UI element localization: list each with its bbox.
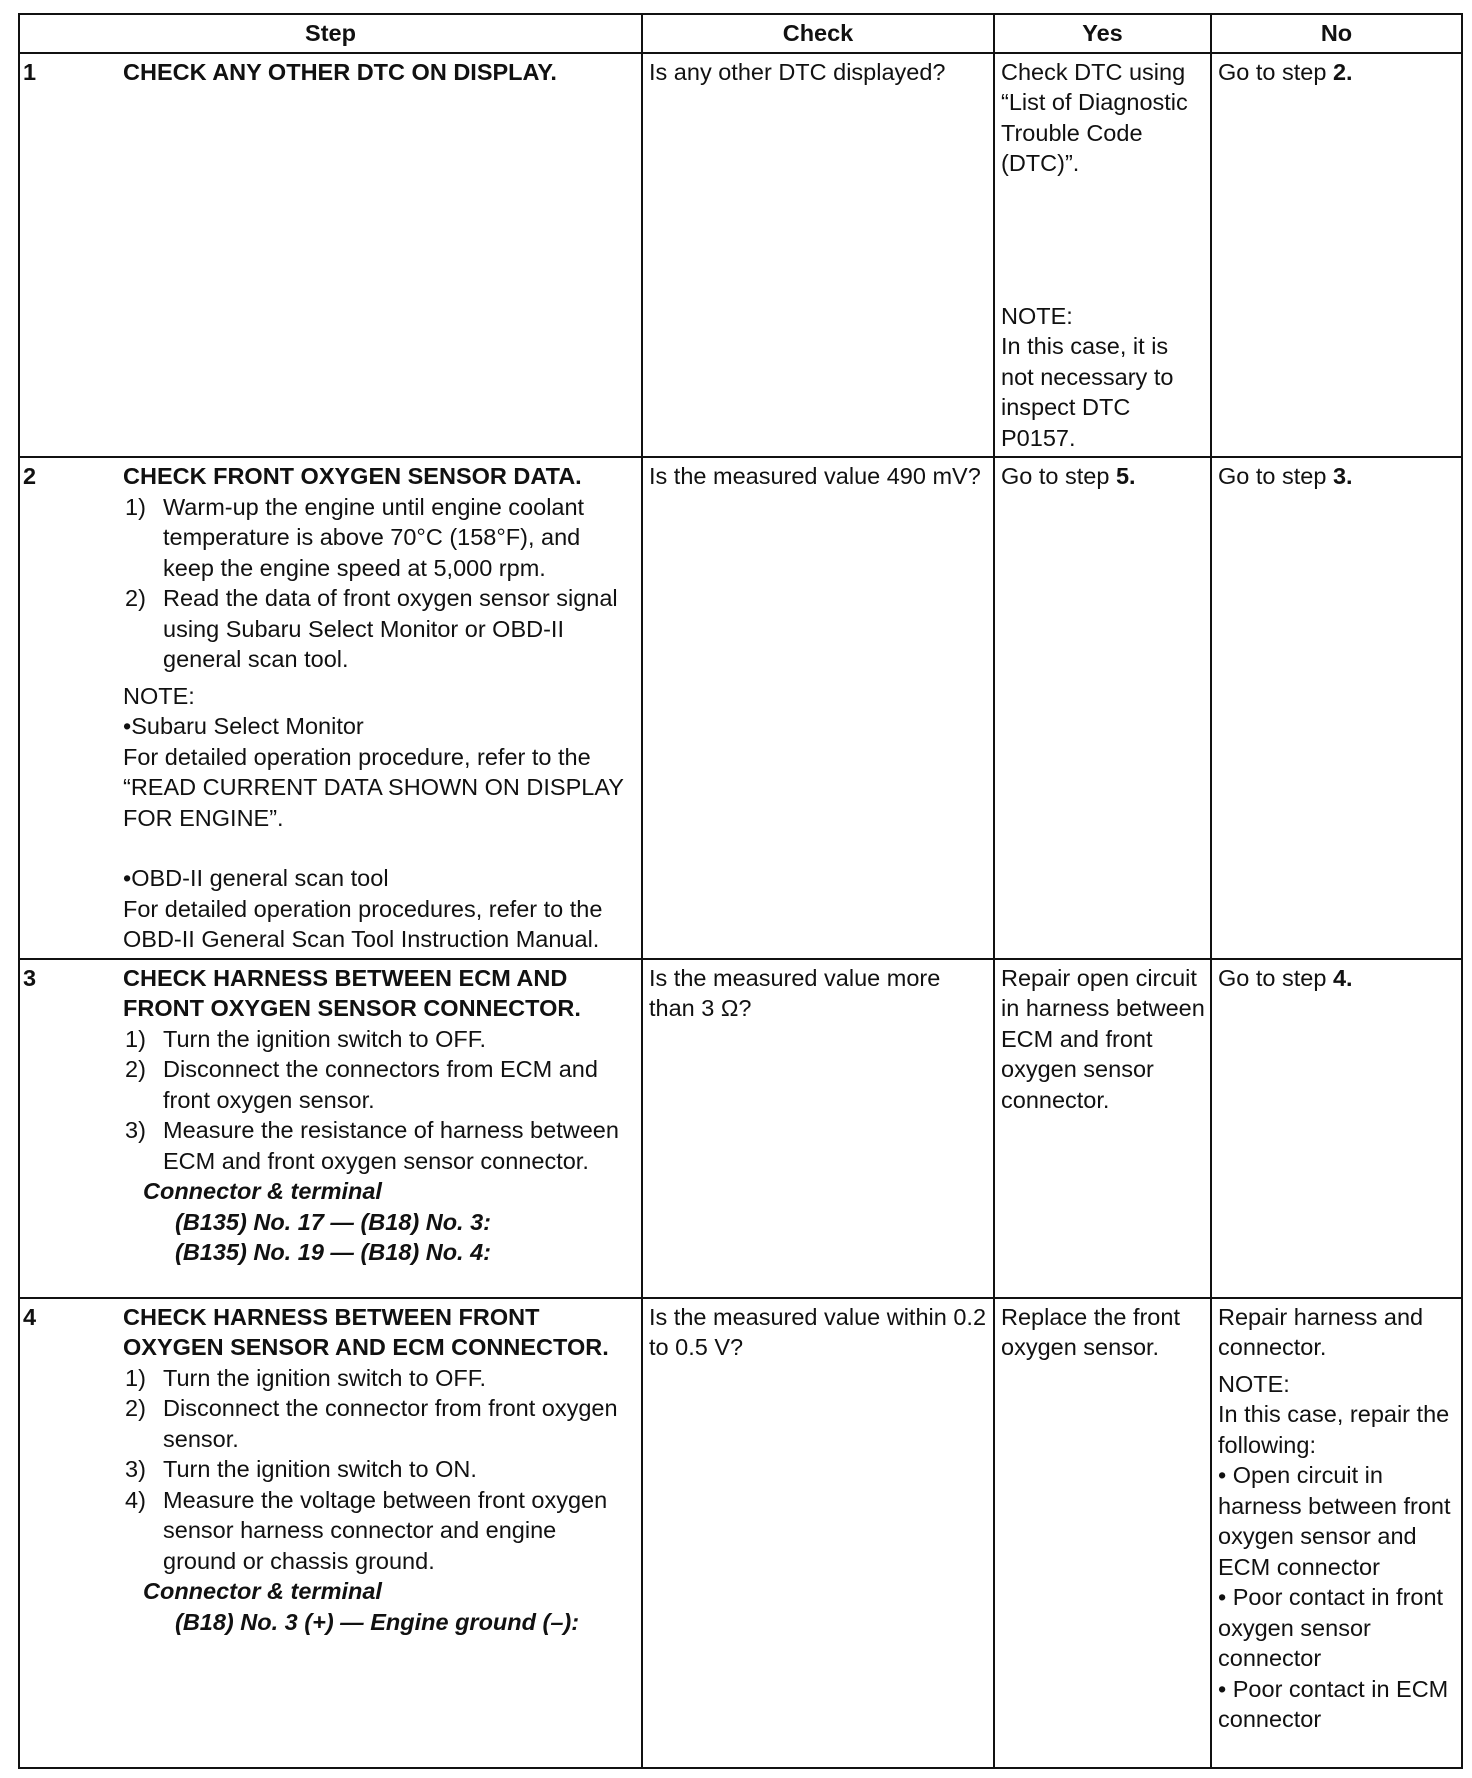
procedure-item-number: 3) <box>125 1117 146 1143</box>
procedure-item <box>123 1393 635 1454</box>
note-item-title: •OBD-II general scan tool <box>123 865 389 891</box>
procedure-item-text: Warm-up the engine until engine coolant temperature is above 70°C (158°F), and keep the engine speed at 5,000 rpm. <box>163 493 585 581</box>
procedure-item <box>123 1054 635 1115</box>
no-cell <box>1211 457 1462 959</box>
yes-cell: Replace the front oxygen sensor. <box>994 1298 1211 1768</box>
yes-text: Check DTC using “List of Diagnostic Trouble Code (DTC)”. <box>1001 58 1188 176</box>
note-label: NOTE: <box>123 682 195 709</box>
procedure-item <box>123 492 635 584</box>
check-cell: Is the measured value 490 mV? <box>642 457 994 959</box>
procedure-item-text: Turn the ignition switch to OFF. <box>163 1364 487 1391</box>
check-cell: Is the measured value more than 3 Ω? <box>642 959 994 1298</box>
note-text: In this case, it is not necessary to inspect DTC P0157. <box>1001 333 1174 451</box>
go-to-step-number: 5. <box>1115 463 1136 489</box>
table-row <box>19 457 1462 959</box>
connector-terminal-spec: (B135) No. 19 — (B18) No. 4: <box>175 1239 492 1265</box>
step-title: CHECK HARNESS BETWEEN ECM AND FRONT OXYGEN SENSOR CONNECTOR. <box>123 964 581 1021</box>
connector-terminal-label: Connector & terminal <box>143 1178 382 1204</box>
note-item-text: For detailed operation procedures, refer to the OBD-II General Scan Tool Instruction Manual. <box>123 895 603 952</box>
connector-terminal-label: Connector & terminal <box>143 1578 382 1604</box>
header-check: Check <box>642 14 994 53</box>
procedure-item-number: 2) <box>125 1395 146 1421</box>
table-row <box>19 1298 1462 1768</box>
step-number: 4 <box>19 1298 123 1768</box>
procedure-item-text: Turn the ignition switch to ON. <box>163 1456 477 1482</box>
note-label: NOTE: <box>1218 1370 1290 1397</box>
procedure-item-text: Measure the voltage between front oxygen sensor harness connector and engine ground or chassis ground. <box>163 1486 608 1574</box>
note-text: In this case, repair the following: <box>1218 1401 1450 1458</box>
go-to-text: Go to step <box>1218 463 1327 489</box>
procedure-item <box>123 583 635 675</box>
table-row <box>19 53 1462 458</box>
connector-terminal-spec: (B135) No. 17 — (B18) No. 3: <box>175 1208 492 1235</box>
procedure-item <box>123 1024 635 1055</box>
connector-terminal-spec: (B18) No. 3 (+) — Engine ground (–): <box>175 1608 580 1635</box>
step-cell <box>123 1298 642 1768</box>
step-title: CHECK FRONT OXYGEN SENSOR DATA. <box>123 463 582 489</box>
step-number: 1 <box>19 53 123 458</box>
note-bullet: • Poor contact in front oxygen sensor connector <box>1218 1584 1444 1671</box>
go-to-text: Go to step <box>1001 463 1110 489</box>
no-text: Repair harness and connector. <box>1218 1303 1424 1360</box>
header-step: Step <box>19 14 642 53</box>
diagnostic-table <box>18 13 1463 1769</box>
yes-cell <box>994 53 1211 458</box>
procedure-item <box>123 1485 635 1577</box>
procedure-item-number: 4) <box>125 1486 146 1513</box>
note-item-title: •Subaru Select Monitor <box>123 713 364 739</box>
go-to-step-number: 3. <box>1332 463 1353 489</box>
procedure-item-number: 2) <box>125 585 146 611</box>
procedure-item-text: Disconnect the connector from front oxygen sensor. <box>163 1395 618 1452</box>
no-cell <box>1211 1298 1462 1768</box>
go-to-text: Go to step <box>1218 964 1327 991</box>
procedure-item-number: 1) <box>125 493 146 520</box>
check-cell: Is any other DTC displayed? <box>642 53 994 458</box>
procedure-item-text: Read the data of front oxygen sensor signal using Subaru Select Monitor or OBD-II general scan tool. <box>163 585 618 672</box>
header-yes: Yes <box>994 14 1211 53</box>
step-cell <box>123 53 642 458</box>
note-bullet: • Poor contact in ECM connector <box>1218 1675 1449 1732</box>
step-cell <box>123 959 642 1298</box>
yes-cell <box>994 457 1211 959</box>
diagnostic-procedure-page <box>18 13 1461 1769</box>
step-cell <box>123 457 642 959</box>
step-number: 2 <box>19 457 123 959</box>
no-cell <box>1211 959 1462 1298</box>
go-to-step-number: 4. <box>1332 964 1353 991</box>
procedure-item <box>123 1454 635 1485</box>
procedure-item-number: 1) <box>125 1025 146 1052</box>
step-title: CHECK HARNESS BETWEEN FRONT OXYGEN SENSOR AND ECM CONNECTOR. <box>123 1303 609 1360</box>
table-row <box>19 959 1462 1298</box>
procedure-item-text: Measure the resistance of harness between ECM and front oxygen sensor connector. <box>163 1117 619 1174</box>
yes-cell: Repair open circuit in harness between ECM and front oxygen sensor connector. <box>994 959 1211 1298</box>
header-no: No <box>1211 14 1462 53</box>
note-item-text: For detailed operation procedure, refer to the “READ CURRENT DATA SHOWN ON DISPLAY FOR ENGINE”. <box>123 743 624 831</box>
procedure-item-text: Turn the ignition switch to OFF. <box>163 1025 487 1052</box>
step-title: CHECK ANY OTHER DTC ON DISPLAY. <box>123 58 557 85</box>
go-to-text: Go to step <box>1218 58 1327 85</box>
procedure-item <box>123 1115 635 1176</box>
go-to-step-number: 2. <box>1332 58 1353 85</box>
step-number: 3 <box>19 959 123 1298</box>
note-bullet: • Open circuit in harness between front oxygen sensor and ECM connector <box>1218 1462 1451 1580</box>
procedure-item-number: 1) <box>125 1364 146 1391</box>
procedure-item-number: 2) <box>125 1056 146 1082</box>
no-cell <box>1211 53 1462 458</box>
table-header-row <box>19 14 1462 53</box>
procedure-item <box>123 1363 635 1394</box>
procedure-item-text: Disconnect the connectors from ECM and front oxygen sensor. <box>163 1056 598 1113</box>
procedure-item-number: 3) <box>125 1456 146 1482</box>
check-cell: Is the measured value within 0.2 to 0.5 V? <box>642 1298 994 1768</box>
note-label: NOTE: <box>1001 302 1073 329</box>
